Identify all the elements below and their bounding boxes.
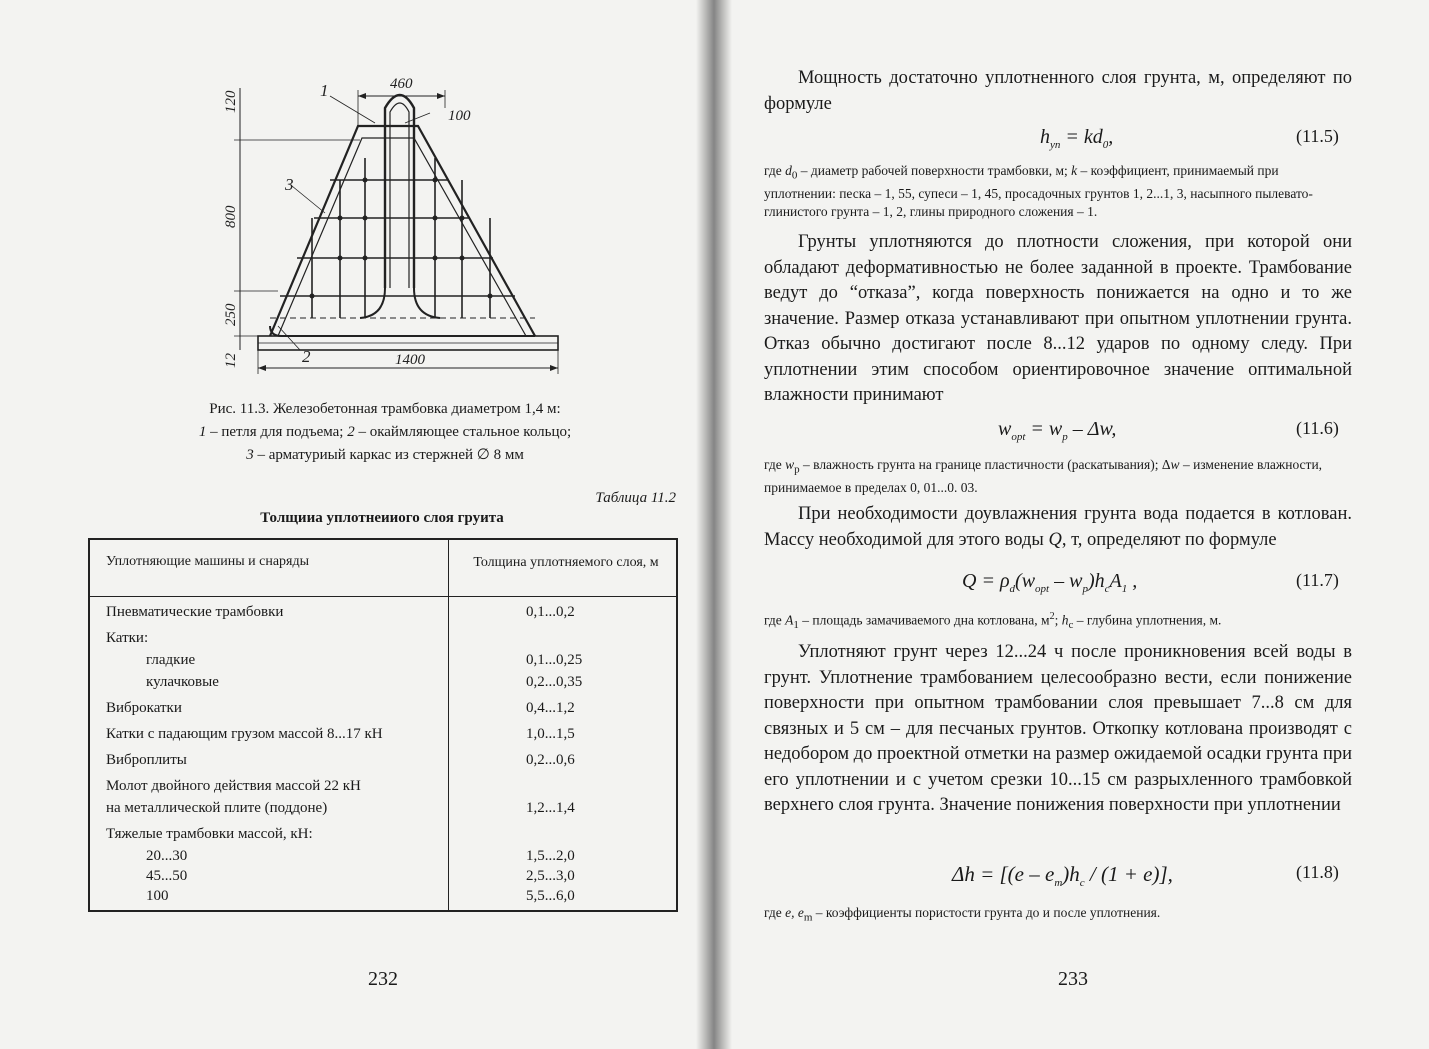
table-row-value: 0,1...0,25 [526,652,583,668]
formula-11-6: $w_{opt} = w_p - \Delta w$, [998,418,1117,443]
formula-11-5: $h_{уп} = kd_0$, [1040,126,1114,151]
note-11-8: где e, $e_m$ – коэффициенты пористости грунта до и после уплотнения. [764,905,1161,924]
note-11-7: где $A_1$ – площадь замачиваемого дна котлована, $м^2$; $h_c$ – глубина уплотнения, м. [764,611,1222,632]
paragraph-1: Мощность достаточно уплотненного слоя грунта, м, определяют по формуле [764,68,1352,114]
table-row-label: 100 [146,888,169,904]
table-row-value: 0,4...1,2 [526,700,575,716]
dim-120: 120 [223,90,239,113]
figure-caption [150,398,620,467]
paragraph-4: Уплотняют грунт через 12...24 ч после проникновения всей воды в грунт. Уплотнение трамбованием целесообразно вести, если понижение поверхности при опытном трамбовании слоя превышает 7...8 см для связных и 5 см – для песчаных грунтов. Откопку котлована производят с недобором до проектной отметки на размер ожидаемой осадки грунта при его уплотнении и с учетом срезки 10...15 см разрыхленного трамбовкой верхнего слоя грунта. Значение понижения поверхности при уплотнении [764,642,1352,815]
page-gutter-shadow [714,0,732,1049]
table-row-label: 45...50 [146,868,188,884]
header-thickness: Толщина уплотняемого слоя, м [473,555,659,570]
label-3: 3 [285,175,294,194]
dim-100: 100 [448,108,471,124]
table-row-label: на металлической плите (поддоне) [106,800,328,816]
table-row-value: 1,5...2,0 [526,848,575,864]
tamper-drawing [190,68,590,383]
table-title: Толщииа уплотнеииого слоя груита [260,510,504,526]
table-row-value: 0,2...0,6 [526,752,575,768]
caption-line-1: Рис. 11.3. Железобетонная трамбовка диаметром 1,4 м: [209,401,561,417]
header-machines: Уплотняющие машины и снаряды [106,554,309,569]
table-row-label: 20...30 [146,848,188,864]
paragraph-3: При необходимости доувлажнения грунта вода подается в котлован. Массу необходимой для этого воды Q, т, определяют по формуле [764,504,1352,550]
note-11-6: где $w_p$ – влажность грунта на границе пластичности (раскатывания); Δw – изменение влажности, принимаемое в пределах 0, 01...0. 03. [764,457,1323,495]
dim-460: 460 [390,76,413,92]
formula-11-7: $Q = \rho_d(w_{opt} - w_p)h_cA_1$ , [962,570,1138,595]
table-number: Таблица 11.2 [595,490,676,506]
caption-line-3: 3 – арматуриый каркас из стержней ∅ 8 мм [246,447,524,463]
caption-line-2: 1 – петля для подъема; 2 – окаймляющее стальное кольцо; [198,424,572,440]
table-row-value: 1,2...1,4 [526,800,575,816]
page-number-left: 232 [368,968,398,990]
dim-800: 800 [223,205,239,228]
page-gutter-shadow [696,0,714,1049]
table-row-label: Виброкатки [106,700,182,716]
table-row-value: 5,5...6,0 [526,888,575,904]
note-11-5: где $d_0$ – диаметр рабочей поверхности трамбовки, м; k – коэффициент, принимаемый при уплотнении: песка – 1, 55, супеси – 1, 45, просадочных грунтов 1, 2...1, 3, насыпного пылевато-глинистого грунта – 1, 2, глины природного сложения – 1. [764,163,1313,219]
dim-12: 12 [223,353,239,368]
table-row-label: Катки: [106,630,149,646]
table-row-value: 2,5...3,0 [526,868,575,884]
table-row-value: 0,2...0,35 [526,674,583,690]
formula-number: (11.8) [1296,862,1339,882]
label-2: 2 [302,347,311,366]
table-row-label: Пневматические трамбовки [106,604,284,620]
dim-1400: 1400 [395,352,425,368]
formula-number: (11.5) [1296,126,1339,146]
formula-11-8: $\Delta h = [(e - e_m)h_c / (1 + e)]$, [952,862,1173,890]
table-row-label: Тяжелые трамбовки массой, кН: [106,826,313,842]
table-row-label: Катки с падающим грузом массой 8...17 кН [106,726,383,742]
left-page [0,0,714,1049]
page-number-right: 233 [1058,968,1088,990]
lifting-loop [385,95,414,288]
paragraph-2: Грунты уплотняются до плотности сложения, при которой они обладают деформативностью не более заданной в проекте. Трамбование ведут до “отказа”, когда поверхность понижается на одно и то же значение. Размер отказа устанавливают при опытном уплотнении грунта. Отказ обычно достигают после 8...12 ударов по одному следу. При уплотнении этим способом ориентировочное значение оптимальной влажности принимают [764,232,1352,405]
label-1: 1 [320,81,329,100]
table-row-label: гладкие [146,652,196,668]
dim-250: 250 [223,303,239,326]
formula-number: (11.7) [1296,570,1339,590]
cone-outline [270,126,535,336]
table-row-value: 0,1...0,2 [526,604,575,620]
thickness-table [88,538,678,912]
right-page [714,0,1429,1049]
table-row-label: Молот двойного действия массой 22 кН [106,778,361,794]
formula-number: (11.6) [1296,418,1339,438]
table-row-label: кулачковые [146,674,219,690]
table-row-label: Виброплиты [106,752,187,768]
table-row-value: 1,0...1,5 [526,726,575,742]
